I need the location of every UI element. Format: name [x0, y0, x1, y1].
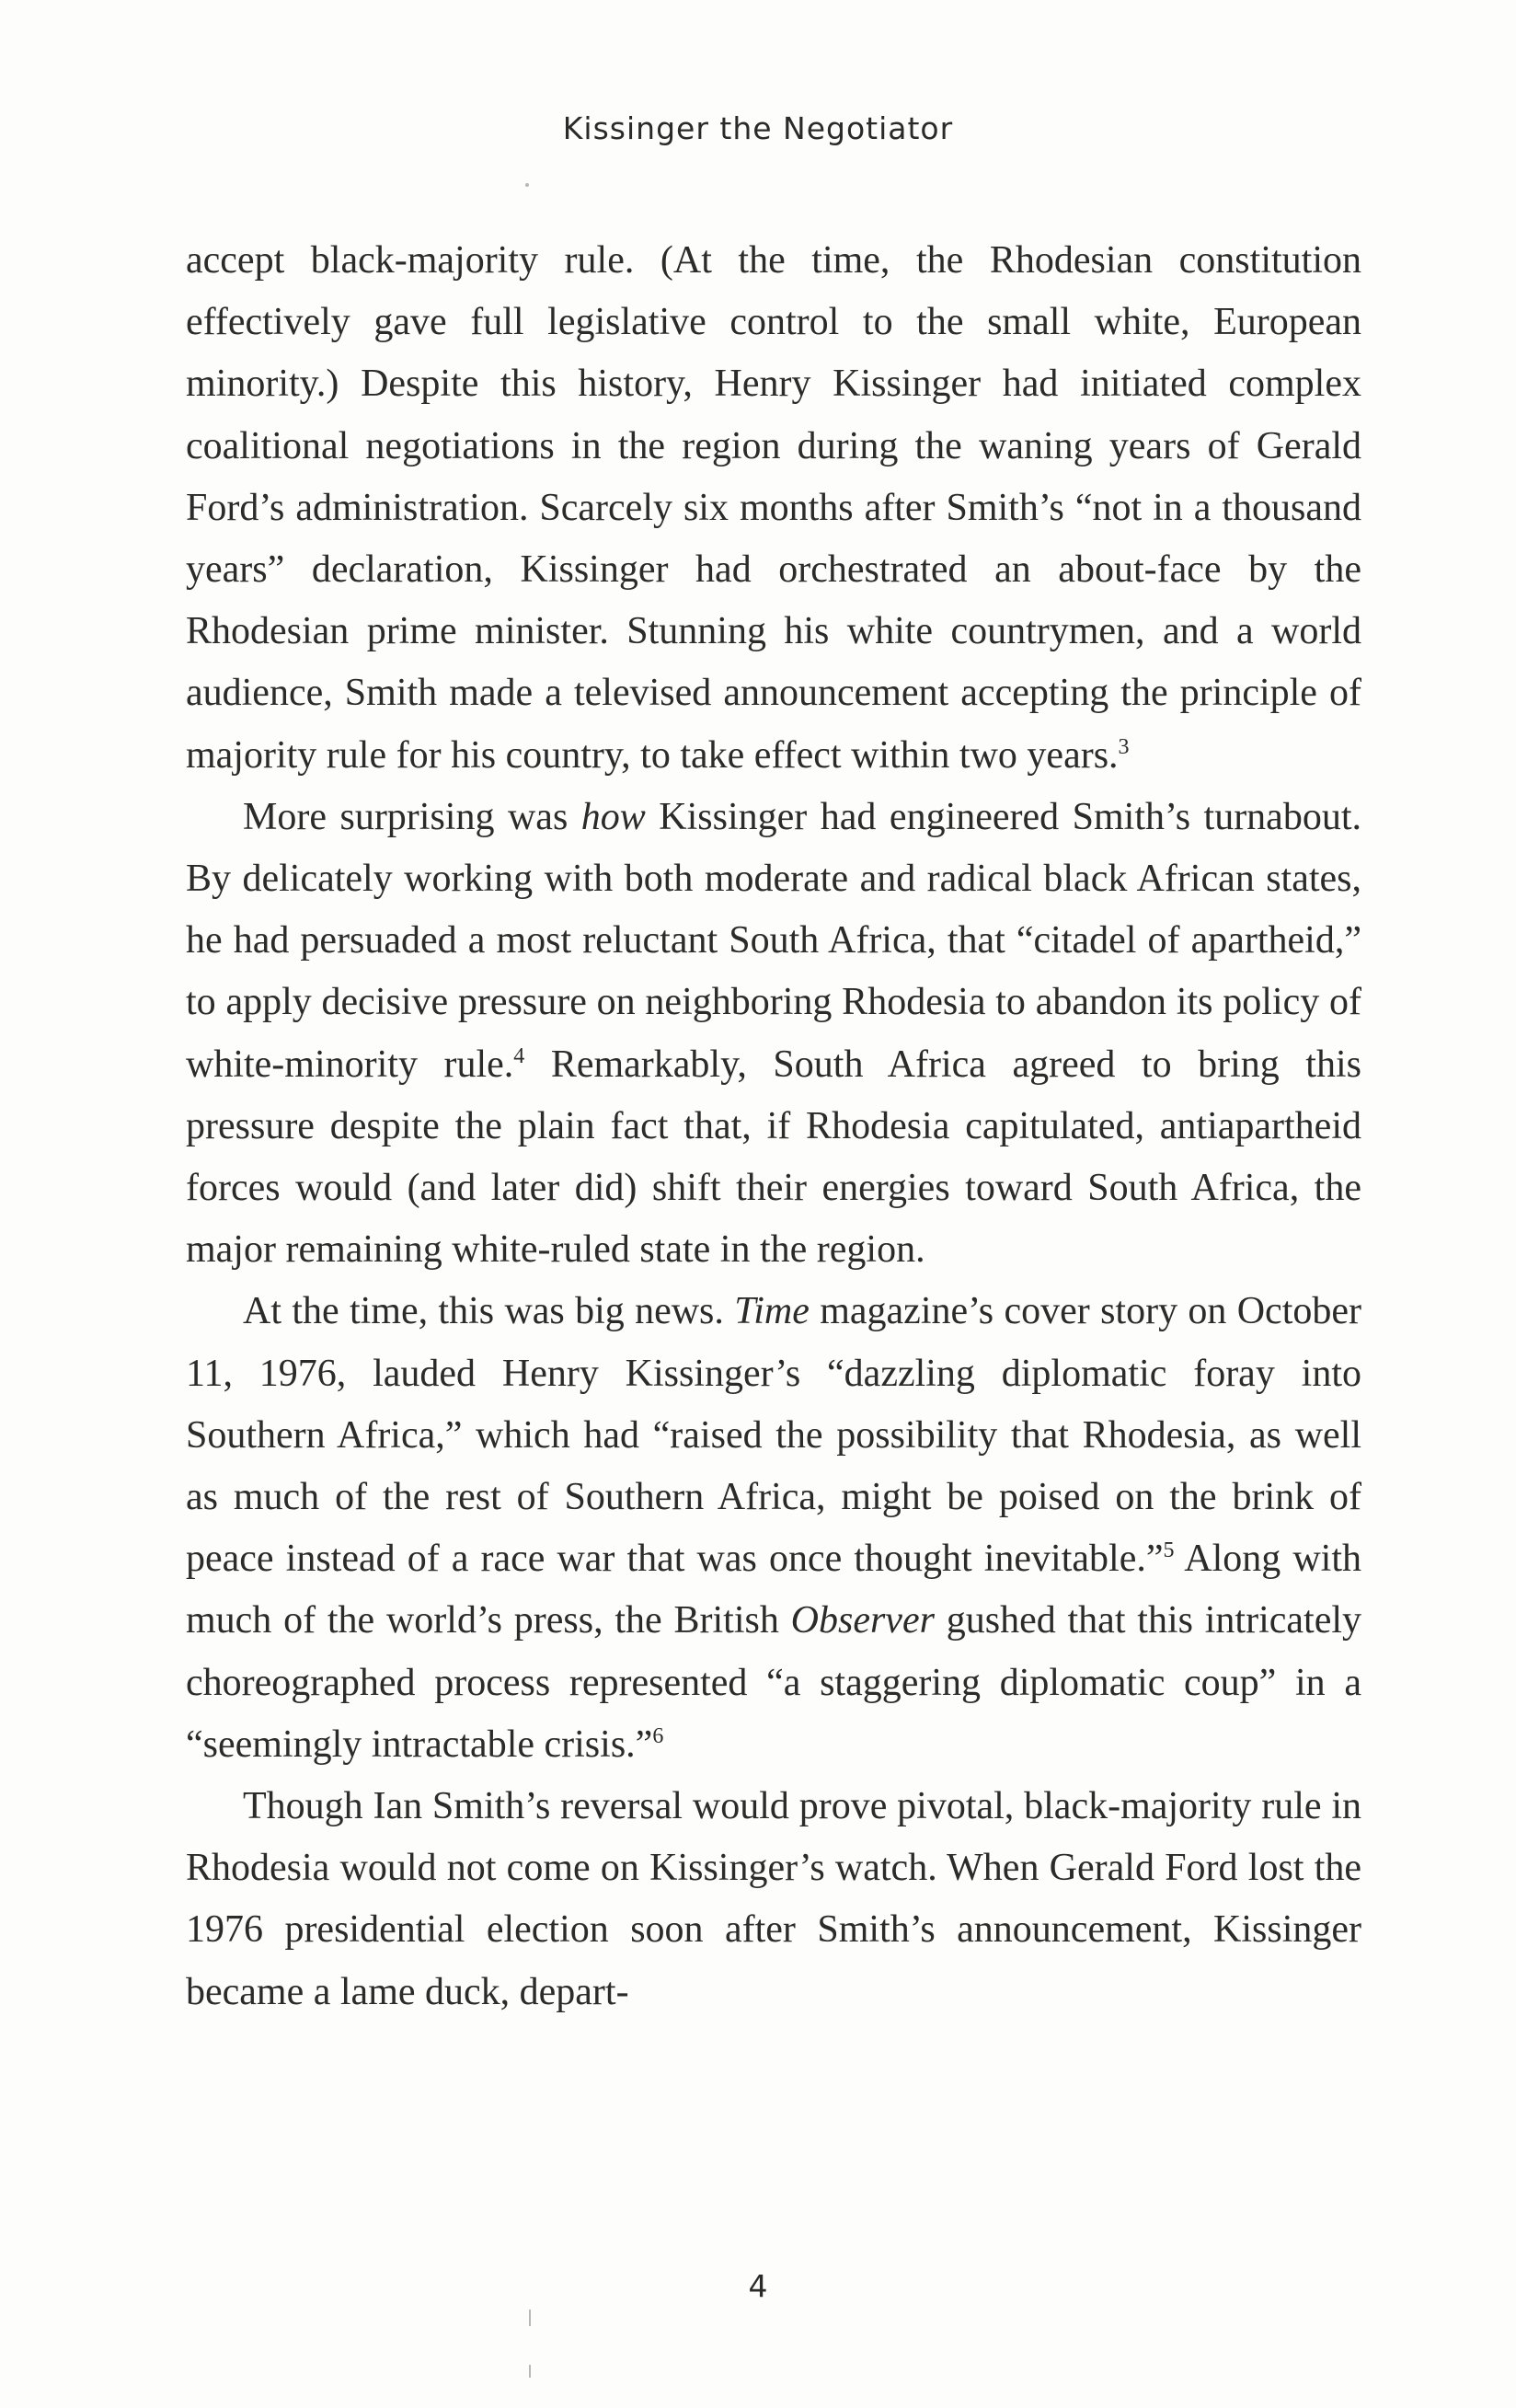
- text-run: Along with much of the world’s press, the British: [186, 1538, 1361, 1642]
- text-run: More surprising was: [243, 795, 581, 838]
- page-number: 4: [748, 2268, 768, 2304]
- text-run: magazine’s cover story on October 11, 1976, lauded Henry Kissinger’s “dazzling diplomatic foray into Southern Africa,” which had “raised the possibility that Rhodesia, as well as much of the rest of Southern Africa, might be poised on the brink of peace instead of a race war that was once thought inevitable.”: [186, 1290, 1361, 1581]
- text-run: At the time, this was big news.: [243, 1290, 735, 1333]
- body-text: [186, 230, 1361, 2023]
- text-run: Kissinger had engineered Smith’s turnabout. By delicately working with both moderate and radical black African states, he had persuaded a most reluctant South Africa, that “citadel of apartheid,” to apply decisive pressure on neighboring Rhodesia to abandon its policy of white-minority rule.: [186, 795, 1361, 1086]
- footnote-ref: 5: [1163, 1538, 1175, 1563]
- scan-speck: [529, 2365, 531, 2378]
- text-run: accept black-majority rule. (At the time, the Rhodesian constitution effectively gave full legislative control to the small white, European minority.) Despite this history, Henry Kissinger had initiated complex coalitional negotiations in the region during the waning years of Gerald Ford’s administration. Scarcely six months after Smith’s “not in a thousand years” declaration, Kissinger had orchestrated an about-face by the Rhodesian prime minister. Stunning his white countrymen, and a world audience, Smith made a televised announcement accepting the principle of majority rule for his country, to take effect within two years.: [186, 239, 1361, 777]
- paragraph: [186, 787, 1361, 1282]
- text-run: Remarkably, South Africa agreed to bring this pressure despite the plain fact that, if Rhodesia capitulated, antiapartheid forces would (and later did) shift their energies toward South Africa, the major remaining white-ruled state in the region.: [186, 1043, 1361, 1272]
- italic-text: how: [580, 795, 646, 838]
- paragraph: [186, 1776, 1361, 2023]
- scan-speck: [525, 183, 529, 187]
- footnote-ref: 6: [652, 1723, 664, 1748]
- footnote-ref: 4: [513, 1043, 525, 1068]
- italic-text: Observer: [790, 1599, 935, 1642]
- paragraph: [186, 230, 1361, 787]
- running-head: Kissinger the Negotiator: [562, 110, 954, 146]
- scan-speck: [529, 2310, 531, 2326]
- italic-text: Time: [734, 1290, 810, 1333]
- text-run: gushed that this intricately choreographed process represented “a staggering diplomatic coup” in a “seemingly intractable crisis.”: [186, 1599, 1362, 1766]
- paragraph: [186, 1281, 1361, 1776]
- text-run: Though Ian Smith’s reversal would prove pivotal, black-majority rule in Rhodesia would not come on Kissinger’s watch. When Gerald Ford lost the 1976 presidential election soon after Smith’s announcement, Kissinger became a lame duck, depart-: [186, 1785, 1361, 2013]
- footnote-ref: 3: [1118, 734, 1130, 759]
